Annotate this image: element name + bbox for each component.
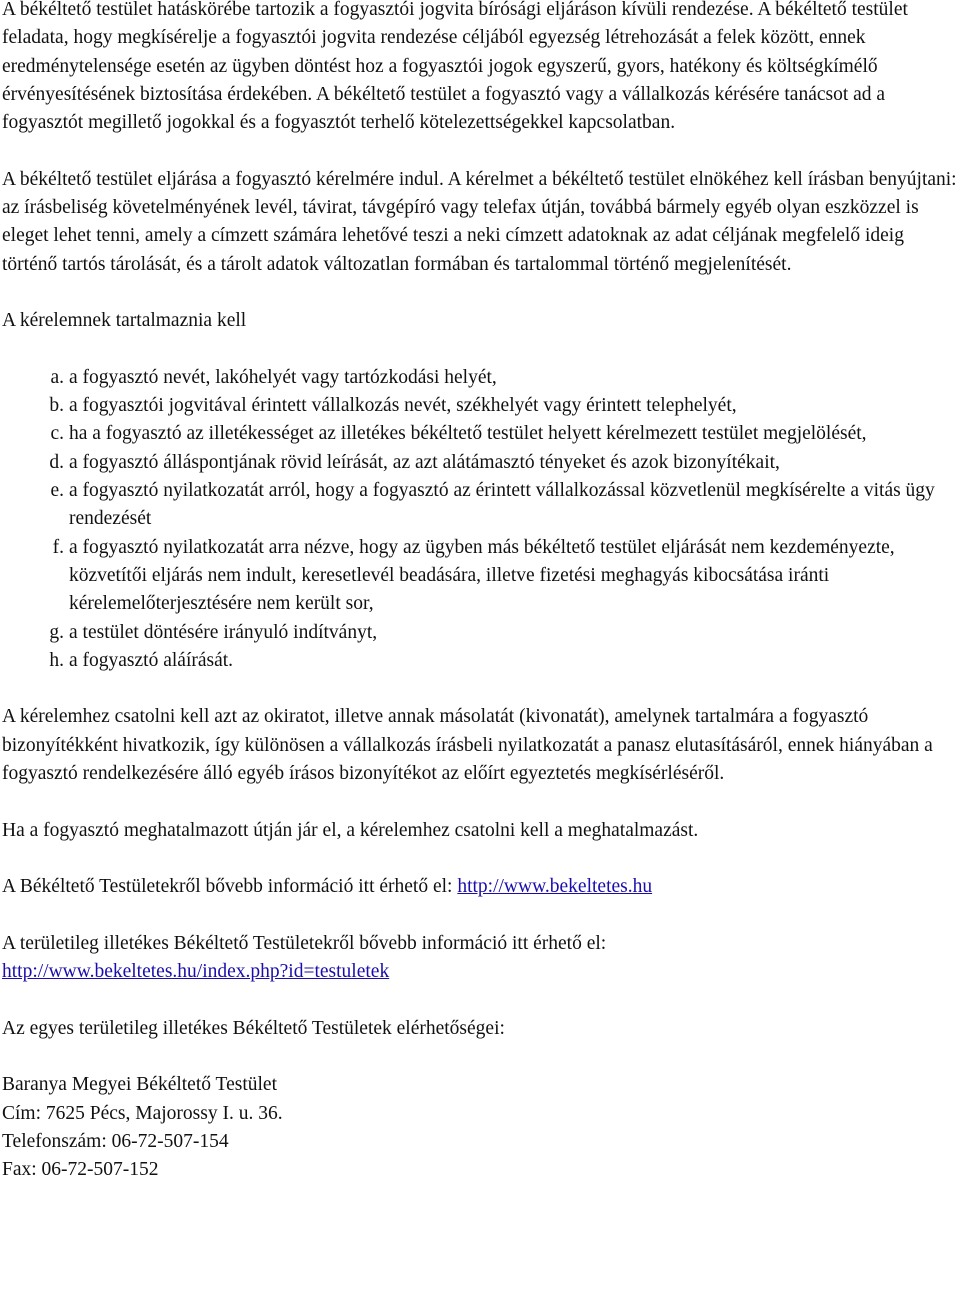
list-marker: b.	[49, 395, 64, 417]
list-item	[2, 392, 958, 420]
list-marker: a.	[50, 366, 64, 388]
regional-info-text: A területileg illetékes Békéltető Testületekről bővebb információ itt érhető el:	[2, 932, 607, 954]
list-item-text: ha a fogyasztó az illetékességet az illetékes békéltető testület helyett kérelmezett testület megjelölését,	[69, 423, 867, 445]
contact-fax: Fax: 06-72-507-152	[2, 1159, 159, 1181]
contact-phone: Telefonszám: 06-72-507-154	[2, 1130, 229, 1152]
list-marker: g.	[49, 621, 64, 643]
list-item	[2, 647, 958, 675]
list-item	[2, 619, 958, 647]
attachments-paragraph: A kérelemhez csatolni kell azt az okiratot, illetve annak másolatát (kivonatát), amelynek tartalmára a fogyasztó bizonyítékként hivatkozik, így különösen a vállalkozás írásbeli nyilatkozatát a panasz elutasításáról, ennek hiányában a fogyasztó rendelkezésére álló egyéb írásos bizonyítékot az előírt egyeztetés megkísérléséről.	[2, 706, 933, 785]
list-item	[2, 534, 958, 619]
list-item-text: a fogyasztó nevét, lakóhelyét vagy tartózkodási helyét,	[69, 366, 497, 388]
list-item	[2, 420, 958, 448]
list-marker: h.	[49, 649, 64, 671]
contact-name: Baranya Megyei Békéltető Testület	[2, 1074, 277, 1096]
list-item-text: a testület döntésére irányuló indítványt,	[69, 621, 378, 643]
list-marker: e.	[50, 480, 64, 502]
info-paragraph	[2, 873, 958, 901]
list-item-text: a fogyasztó nyilatkozatát arra nézve, hogy az ügyben más békéltető testület eljárását nem kezdeményezte, közvetítői eljárás nem indult, keresetlevél beadására, illetve fizetési meghagyás kibocsátása iránti kérelemelőterjesztésére nem került sor,	[69, 536, 895, 615]
list-item	[2, 364, 958, 392]
list-item-text: a fogyasztó nyilatkozatát arról, hogy a fogyasztó az érintett vállalkozással közvetlenül megkísérelte a vitás ügy rendezését	[69, 480, 935, 530]
list-marker: c.	[50, 423, 64, 445]
list-item	[2, 477, 958, 534]
testuletek-link[interactable]: http://www.bekeltetes.hu/index.php?id=testuletek	[2, 961, 390, 983]
requirements-heading: A kérelemnek tartalmaznia kell	[2, 310, 247, 332]
contacts-heading: Az egyes területileg illetékes Békéltető Testületek elérhetőségei:	[2, 1017, 505, 1039]
regional-info-paragraph	[2, 930, 958, 987]
info-text: A Békéltető Testületekről bővebb információ itt érhető el:	[2, 876, 458, 898]
requirements-list	[2, 364, 958, 675]
intro-paragraph: A békéltető testület hatáskörébe tartozik a fogyasztói jogvita bírósági eljáráson kívüli rendezése. A békéltető testület feladata, hogy megkísérelje a fogyasztói jogvita rendezése céljából egyezség létrehozását a felek között, ennek eredménytelensége esetén az ügyben döntést hoz a fogyasztói jogok egyszerű, gyors, hatékony és költségkímélő érvényesítésének biztosítása érdekében. A békéltető testület a fogyasztó vagy a vállalkozás kérésére tanácsot ad a fogyasztót megillető jogokkal és a fogyasztót terhelő kötelezettségekkel kapcsolatban.	[2, 0, 908, 134]
authorization-paragraph: Ha a fogyasztó meghatalmazott útján jár el, a kérelemhez csatolni kell a meghatalmazást.	[2, 819, 699, 841]
list-item	[2, 449, 958, 477]
list-marker: d.	[49, 451, 64, 473]
bekeltetes-link[interactable]: http://www.bekeltetes.hu	[457, 876, 653, 898]
list-item-text: a fogyasztó aláírását.	[69, 649, 234, 671]
contact-block	[2, 1071, 958, 1184]
contact-address: Cím: 7625 Pécs, Majorossy I. u. 36.	[2, 1102, 283, 1124]
list-item-text: a fogyasztói jogvitával érintett vállalkozás nevét, székhelyét vagy érintett telephelyét,	[69, 395, 737, 417]
list-marker: f.	[52, 536, 64, 558]
procedure-paragraph: A békéltető testület eljárása a fogyasztó kérelmére indul. A kérelmet a békéltető testület elnökéhez kell írásban benyújtani: az írásbeliség követelményének levél, távirat, távgépíró vagy telefax útján, továbbá bármely egyéb olyan eszközzel is eleget lehet tenni, amely a címzett számára lehetővé teszi a neki címzett adatoknak az adat céljának megfelelő ideig történő tartós tárolását, és a tárolt adatok változatlan formában és tartalommal történő megjelenítését.	[2, 168, 957, 275]
list-item-text: a fogyasztó álláspontjának rövid leírását, az azt alátámasztó tényeket és azok bizonyítékait,	[69, 451, 780, 473]
